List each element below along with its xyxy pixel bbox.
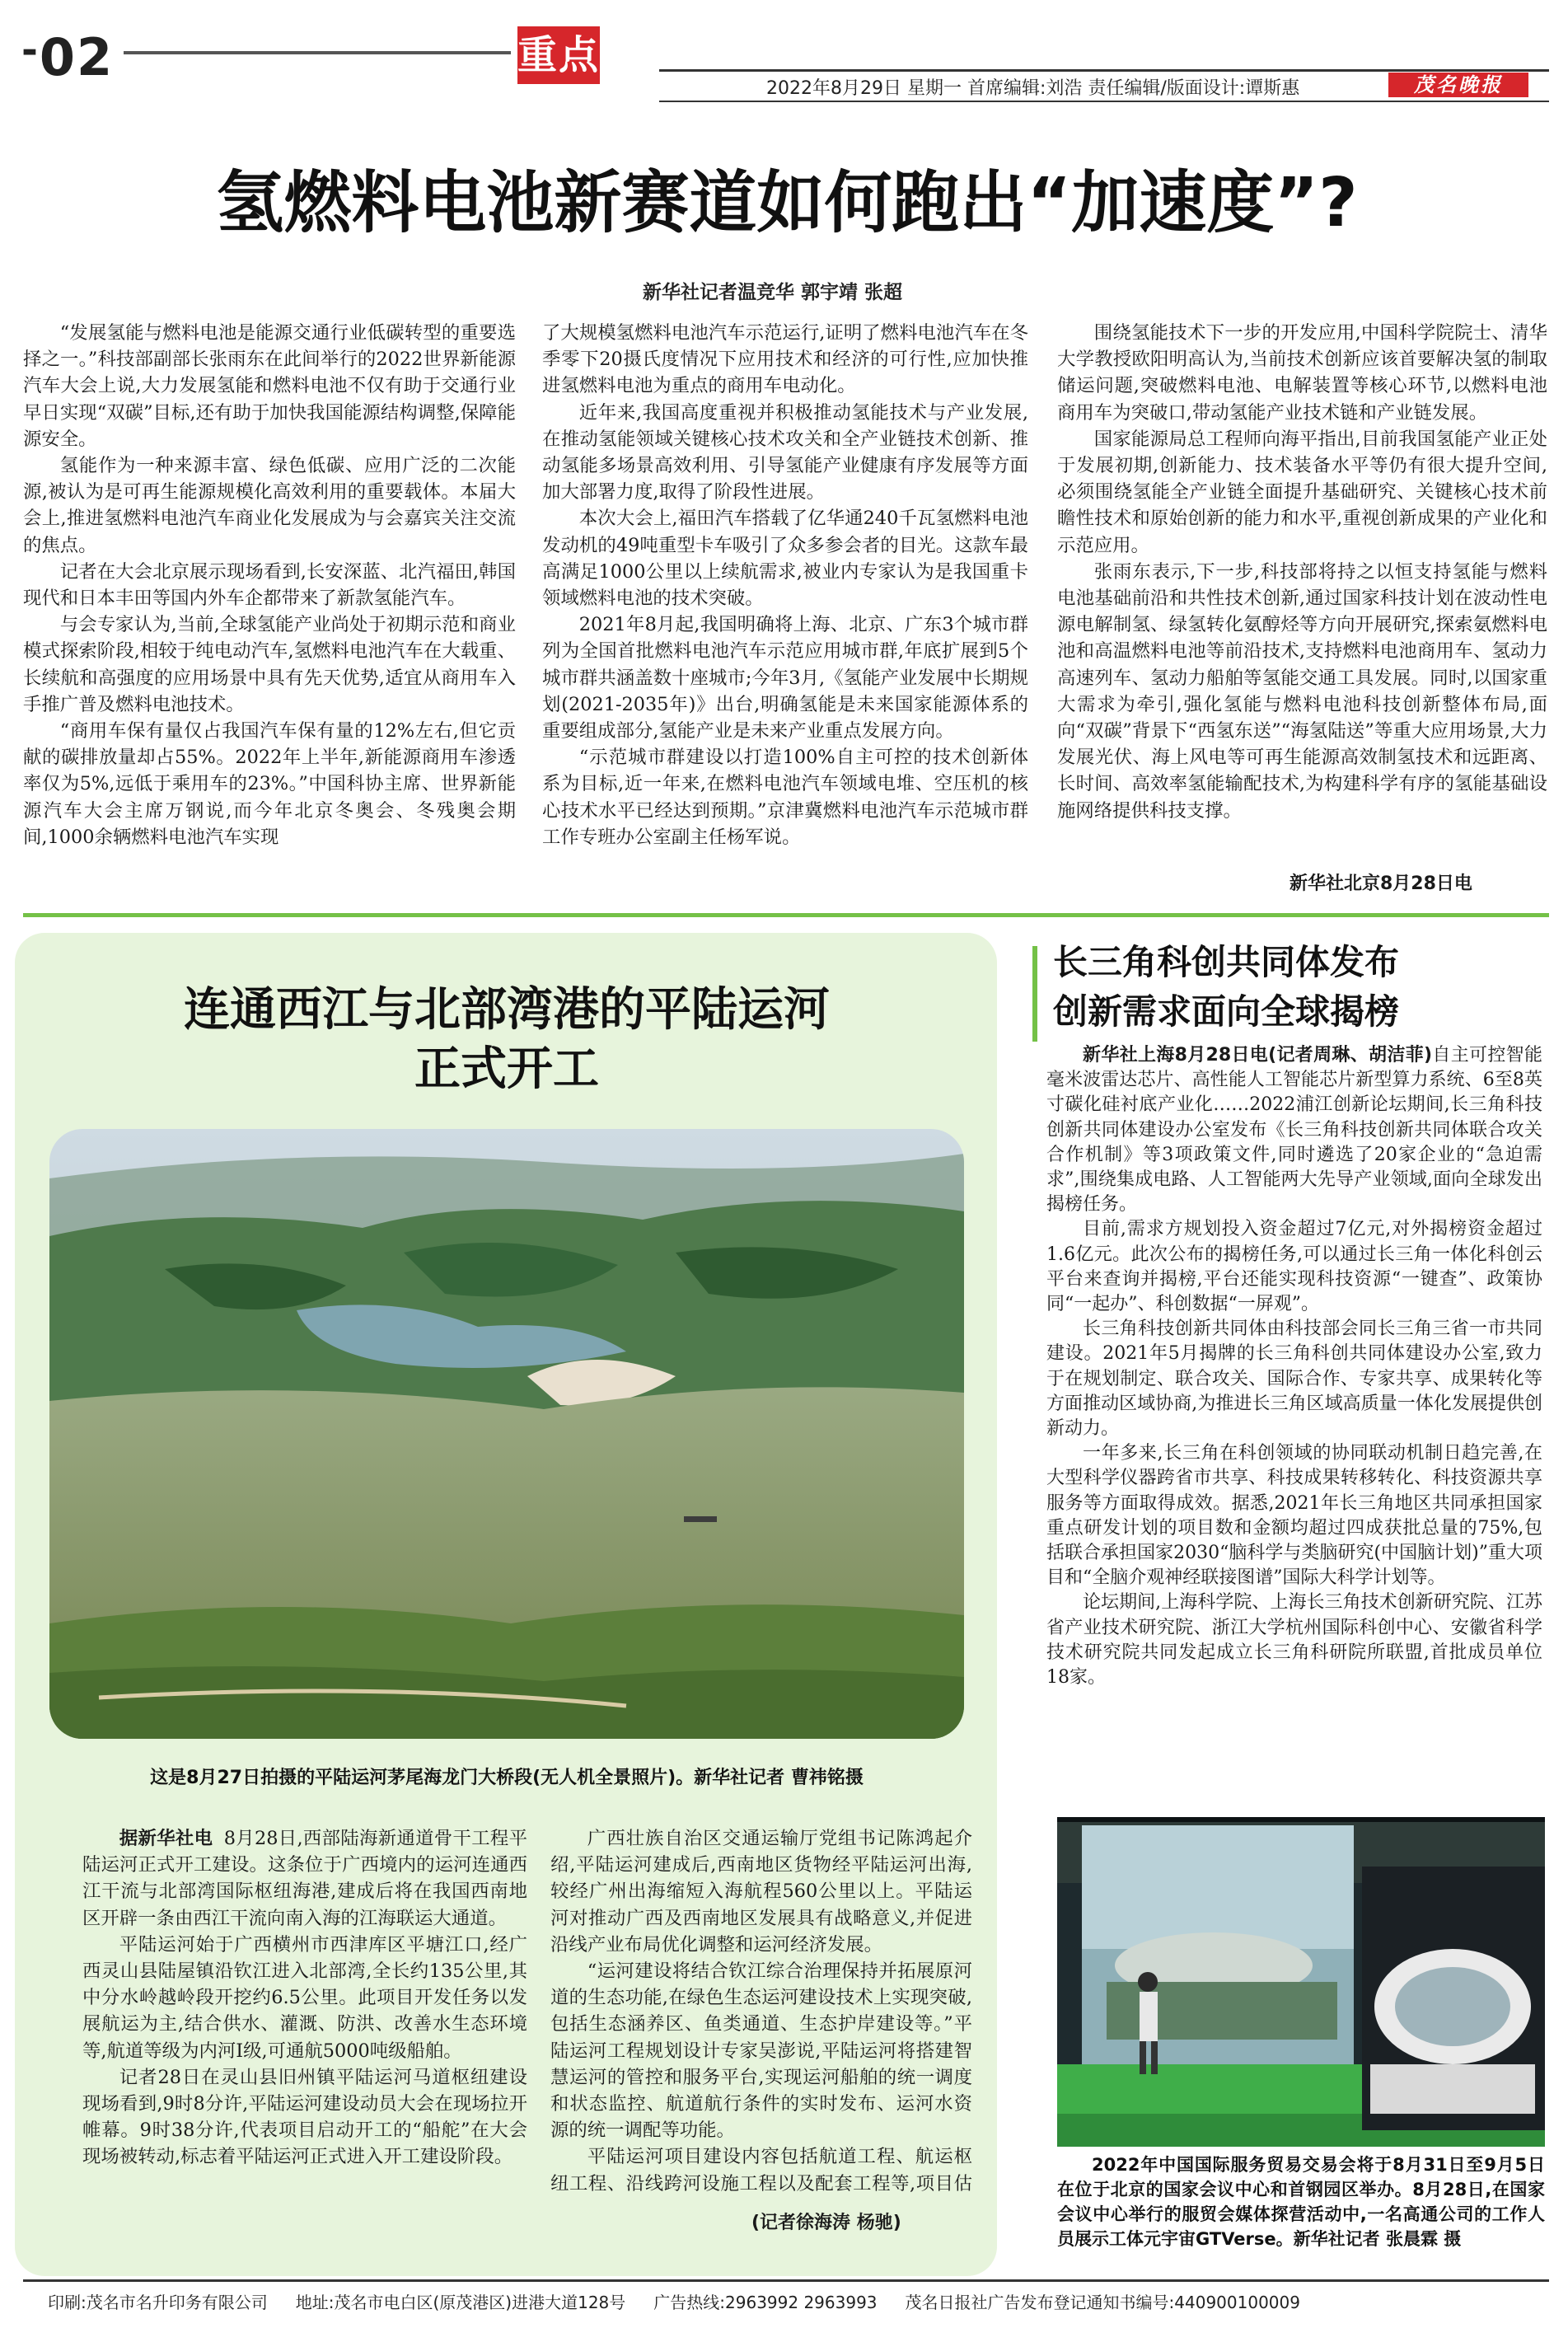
yrd-accent-bar bbox=[1032, 946, 1037, 1042]
yrd-paragraph: 论坛期间,上海科学院、上海长三角技术创新研究院、江苏省产业技术研究院、浙江大学杭州国际科创中心、安徽省科学技术研究院共同发起成立长三角科研院所联盟,首批成员单位18家。 bbox=[1046, 1592, 1542, 1689]
canal-paragraph: 广西壮族自治区交通运输厅党组书记陈鸿起介绍,平陆运河建成后,西南地区货物经平陆运河出海,较经广州出海缩短入海航程560公里以上。平陆运河对推动广西及西南地区发展具有战略意义,并促进沿线产业布局优化调整和运河经济发展。 bbox=[550, 1828, 972, 1956]
main-paragraph: “示范城市群建设以打造100%自主可控的技术创新体系为目标,近一年来,在燃料电池汽车领域电堆、空压机的核心技术水平已经达到预期。”京津冀燃料电池汽车示范城市群工作专班办公室副主任杨军说。 bbox=[542, 747, 1028, 848]
canal-signoff: (记者徐海涛 杨驰) bbox=[751, 2213, 901, 2233]
yrd-headline-line2: 创新需求面向全球揭榜 bbox=[1053, 991, 1400, 1032]
main-col-3 bbox=[1057, 320, 1547, 864]
main-paragraph: 2021年8月起,我国明确将上海、北京、广东3个城市群列为全国首批燃料电池汽车示范应用城市群,年底扩展到5个城市群共涵盖数十座城市;今年3月,《氢能产业发展中长期规划(2021-2035年)》出台,明确氢能是未来国家能源体系的重要组成部分,氢能产业是未来产业重点发展方向。 bbox=[542, 614, 1028, 742]
main-col-2 bbox=[542, 320, 1028, 897]
section-tag bbox=[517, 26, 600, 84]
canal-paragraph: 平陆运河项目建设内容包括航道工程、航运枢纽工程、沿线跨河设施工程以及配套工程等,项目估 bbox=[550, 2146, 972, 2195]
main-byline: 新华社记者温竞华 郭宇靖 张超 bbox=[643, 282, 903, 303]
expo-photo-svg bbox=[1057, 1817, 1545, 2147]
yrd-paragraph: 长三角科技创新共同体由科技部会同长三角三省一市共同建设。2021年5月揭牌的长三角科创共同体建设办公室,致力于在规划制定、联合攻关、国际合作、专家共享、成果转化等方面推动区域协商,为推进长三角区域高质量一体化发展提供创新动力。 bbox=[1046, 1319, 1542, 1440]
yrd-lead-paragraph bbox=[1046, 1043, 1542, 1217]
canal-headline-line2: 正式开工 bbox=[414, 1042, 599, 1096]
canal-paragraph: 平陆运河始于广西横州市西津库区平塘江口,经广西灵山县陆屋镇沿钦江进入北部湾,全长约135公里,其中分水岭越岭段开挖约6.5公里。此项目开发任务以发展航运为主,结合供水、灌溉、防洪、改善水生态环境等,航道等级为内河I级,可通航5000吨级船舶。 bbox=[82, 1933, 527, 2062]
canal-photo-caption: 这是8月27日拍摄的平陆运河茅尾海龙门大桥段(无人机全景照片)。新华社记者 曹祎铭摄 bbox=[150, 1768, 864, 1788]
footer-rule bbox=[23, 2279, 1549, 2282]
main-paragraph: “商用车保有量仅占我国汽车保有量的12%左右,但它贡献的碳排放量却占55%。2022年上半年,新能源商用车渗透率仅为5%,远低于乘用车的23%。”中国科协主席、世界新能源汽车大会主席万钢说,而今年北京冬奥会、冬残奥会期间,1000余辆燃料电池汽车实现 bbox=[23, 720, 516, 848]
header-rule-top bbox=[659, 69, 1549, 72]
main-paragraph: 记者在大会北京展示现场看到,长安深蓝、北汽福田,韩国现代和日本丰田等国内外车企都带来了新款氢能汽车。 bbox=[23, 560, 516, 610]
page-number-value: 02 bbox=[39, 27, 115, 87]
newspaper-logo-text: 茂名晚报 bbox=[1414, 73, 1503, 96]
canal-aerial-photo bbox=[49, 1129, 964, 1739]
yrd-headline-line1: 长三角科创共同体发布 bbox=[1053, 942, 1400, 982]
main-dateline-end: 新华社北京8月28日电 bbox=[1290, 874, 1472, 894]
canal-lead-source: 据新华社电 bbox=[119, 1828, 213, 1849]
main-paragraph: 氢能作为一种来源丰富、绿色低碳、应用广泛的二次能源,被认为是可再生能源规模化高效利用的重要载体。本届大会上,推进氢燃料电池汽车商业化发展成为与会嘉宾关注交流的焦点。 bbox=[23, 455, 516, 556]
footer-address: 地址:茂名市电白区(原茂港区)进港大道128号 bbox=[295, 2293, 626, 2312]
canal-lead-paragraph bbox=[82, 1825, 527, 1932]
footer-license: 茂名日报社广告发布登记通知书编号:440900100009 bbox=[905, 2293, 1300, 2312]
canal-col-1 bbox=[82, 1825, 527, 2229]
canal-paragraph: “运河建设将结合钦江综合治理保持并拓展原河道的生态功能,在绿色生态运河建设技术上实现突破,包括生态涵养区、鱼类通道、生态护岸建设等。”平陆运河工程规划设计专家吴澎说,平陆运河将搭建智慧运河的管控和服务平台,实现运河船舶的统一调度和状态监控、航道航行条件的实时发布、运河水资源的统一调配等功能。 bbox=[550, 1960, 972, 2142]
page-number: -02 bbox=[21, 27, 115, 87]
main-paragraph: 国家能源局总工程师向海平指出,目前我国氢能产业正处于发展初期,创新能力、技术装备水平等仍有很大提升空间,必须围绕氢能全产业链全面提升基础研究、关键核心技术前瞻性技术和原始创新的能力和水平,重视创新成果的产业化和示范应用。 bbox=[1057, 428, 1547, 556]
yrd-lead-source: 新华社上海8月28日电(记者周琳、胡洁菲) bbox=[1083, 1045, 1433, 1066]
main-paragraph: “发展氢能与燃料电池是能源交通行业低碳转型的重要选择之一。”科技部副部长张雨东在此间举行的2022世界新能源汽车大会上说,大力发展氢能和燃料电池不仅有助于交通行业早日实现“双碳”目标,还有助于加快我国能源结构调整,保障能源安全。 bbox=[23, 322, 516, 450]
expo-photo-caption: 2022年中国国际服务贸易交易会将于8月31日至9月5日在位于北京的国家会议中心和首钢园区举办。8月28日,在国家会议中心举行的服贸会媒体探营活动中,一名高通公司的工作人员展示工体元宇宙GTVerse。新华社记者 张晨霖 摄 bbox=[1057, 2155, 1545, 2249]
main-paragraph: 与会专家认为,当前,全球氢能产业尚处于初期示范和商业模式探索阶段,相较于纯电动汽车,氢燃料电池汽车在大载重、长续航和高强度的应用场景中具有先天优势,适宜从商用车入手推广普及燃料电池技术。 bbox=[23, 614, 516, 715]
yrd-lead-text: 自主可控智能毫米波雷达芯片、高性能人工智能芯片新型算力系统、6至8英寸碳化硅衬底产业化……2022浦江创新论坛期间,长三角科技创新共同体建设办公室发布《长三角科技创新共同体联合攻关合作机制》等3项政策文件,同时遴选了20家企业的“急迫需求”,围绕集成电路、人工智能两大先导产业领域,面向全球发出揭榜任务。 bbox=[1046, 1045, 1542, 1216]
main-headline: 氢燃料电池新赛道如何跑出“加速度”? bbox=[216, 164, 1358, 242]
yrd-paragraph: 目前,需求方规划投入资金超过7亿元,对外揭榜资金超过1.6亿元。此次公布的揭榜任务,可以通过长三角一体化科创云平台来查询并揭榜,平台还能实现科技资源“一键查”、政策协同“一起办”、科创数据“一屏观”。 bbox=[1046, 1219, 1542, 1315]
canal-paragraph: 记者28日在灵山县旧州镇平陆运河马道枢纽建设现场看到,9时8分许,平陆运河建设动员大会在现场拉开帷幕。9时38分许,代表项目启动开工的“船舵”在大会现场被转动,标志着平陆运河正式进入开工建设阶段。 bbox=[82, 2066, 527, 2168]
main-paragraph: 张雨东表示,下一步,科技部将持之以恒支持氢能与燃料电池基础前沿和共性技术创新,通过国家科技计划在波动性电源电解制氢、绿氢转化氨醇烃等方向开展研究,探索氨燃料电池和高温燃料电池等前沿技术,支持燃料电池商用车、氢动力高速列车、氢动力船舶等氢能交通工具发展。同时,以国家重大需求为牵引,强化氢能与燃料电池科技创新整体布局,面向“双碳”背景下“西氢东送”“海氢陆送”等重大应用场景,大力发展光伏、海上风电等可再生能源高效制氢技术和远距离、长时间、高效率氢能输配技术,为构建科学有序的氢能基础设施网络提供科技支撑。 bbox=[1057, 560, 1547, 822]
expo-photo bbox=[1057, 1817, 1545, 2147]
footer-printer: 印刷:茂名市名升印务有限公司 bbox=[48, 2293, 268, 2312]
main-paragraph: 围绕氢能技术下一步的开发应用,中国科学院院士、清华大学教授欧阳明高认为,当前技术创新应该首要解决氢的制取储运问题,突破燃料电池、电解装置等核心环节,以燃料电池商用车为突破口,带动氢能产业技术链和产业链发展。 bbox=[1057, 322, 1547, 424]
canal-headline-line1: 连通西江与北部湾港的平陆运河 bbox=[184, 983, 830, 1037]
header-rule-bottom bbox=[659, 101, 1549, 102]
main-paragraph-continued: 了大规模氢燃料电池汽车示范运行,证明了燃料电池汽车在冬季零下20摄氏度情况下应用技术和经济的可行性,应加快推进氢燃料电池为重点的商用车电动化。 bbox=[542, 322, 1028, 397]
footer bbox=[48, 2289, 1547, 2313]
yrd-paragraph: 一年多来,长三角在科创领域的协同联动机制日趋完善,在大型科学仪器跨省市共享、科技成果转移转化、科技资源共享服务等方面取得成效。据悉,2021年长三角地区共同承担国家重点研发计划的项目数和金额均超过四成获批总量的75%,包括联合承担国家2030“脑科学与类脑研究(中国脑计划)”重大项目和“全脑介观神经联接图谱”国际大科学计划等。 bbox=[1046, 1443, 1542, 1589]
canal-aerial-photo-svg bbox=[49, 1129, 964, 1739]
main-col-1 bbox=[23, 320, 516, 897]
footer-ad-phone: 广告热线:2963992 2963993 bbox=[653, 2293, 878, 2312]
yrd-headline bbox=[1053, 938, 1399, 1037]
yrd-body bbox=[1046, 1043, 1542, 1785]
main-paragraph: 近年来,我国高度重视并积极推动氢能技术与产业发展,在推动氢能领域关键核心技术攻关和全产业链技术创新、推动氢能多场景高效利用、引导氢能产业健康有序发展等方面加大部署力度,取得了阶段性进展。 bbox=[542, 401, 1028, 504]
section-tag-label: 重点 bbox=[517, 32, 601, 78]
section-divider bbox=[23, 913, 1549, 917]
header-rule-left bbox=[124, 51, 511, 54]
newspaper-logo bbox=[1388, 73, 1528, 97]
canal-col-2 bbox=[550, 1825, 972, 2200]
dateline: 2022年8月29日 星期一 首席编辑:刘浩 责任编辑/版面设计:谭斯惠 bbox=[766, 78, 1300, 99]
main-paragraph: 本次大会上,福田汽车搭载了亿华通240千瓦氢燃料电池发动机的49吨重型卡车吸引了众多参会者的目光。这款车最高满足1000公里以上续航需求,被业内专家认为是我国重卡领域燃料电池的技术突破。 bbox=[542, 508, 1028, 610]
canal-headline bbox=[33, 981, 981, 1099]
canal-lead-text: 8月28日,西部陆海新通道骨干工程平陆运河正式开工建设。这条位于广西境内的运河连通西江干流与北部湾国际枢纽海港,建成后将在我国西南地区开辟一条由西江干流向南入海的江海联运大通道。 bbox=[82, 1828, 527, 1929]
